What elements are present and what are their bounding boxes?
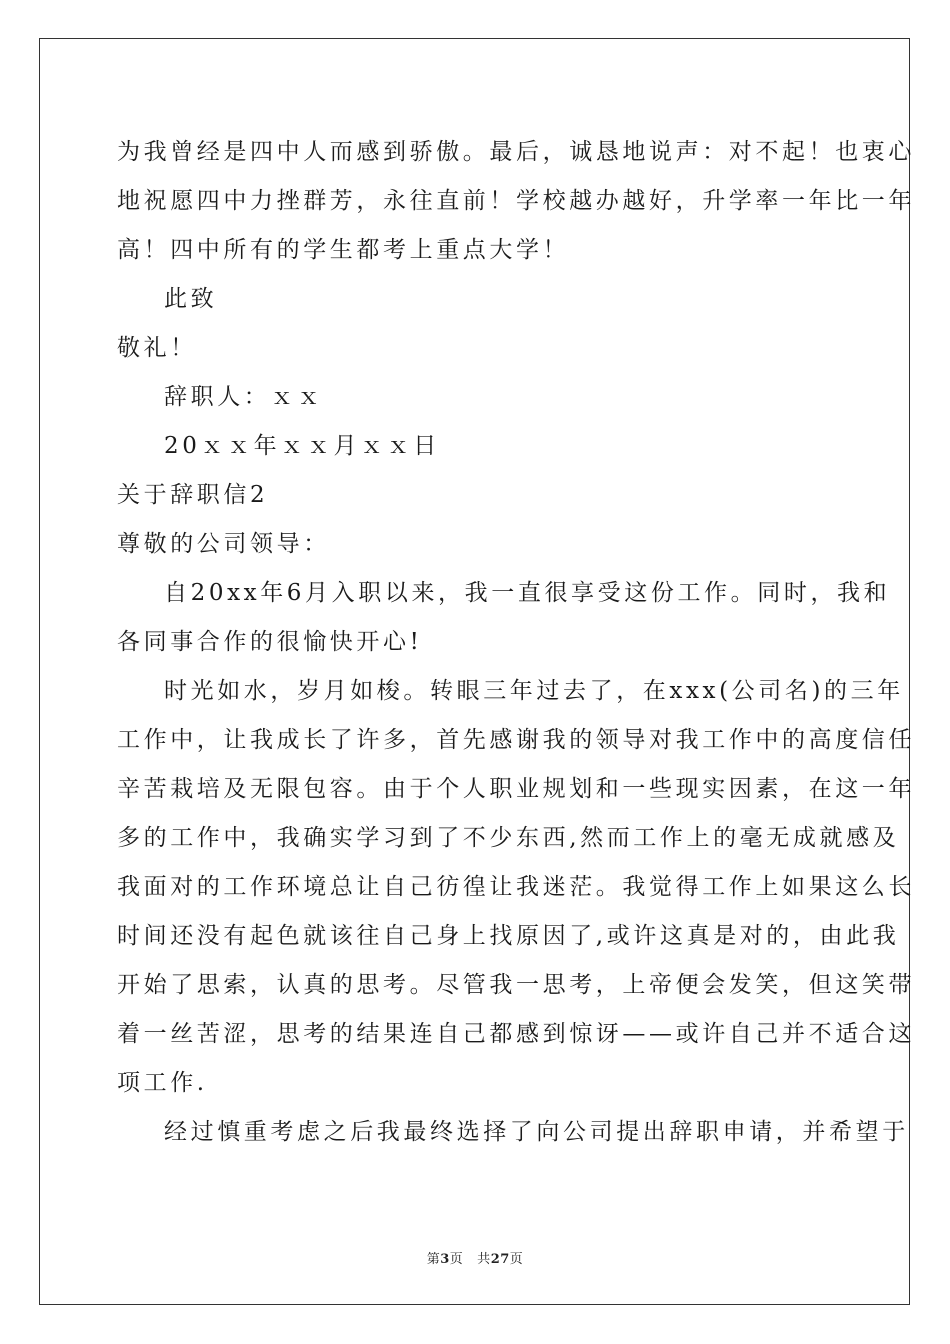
text-line: 敬礼！ <box>117 335 197 361</box>
text-line: 辞职人：ｘｘ <box>164 384 324 410</box>
page-prefix: 第 <box>426 1252 441 1267</box>
text-line: 着一丝苦涩，思考的结果连自己都感到惊讶——或许自己并不适合这 <box>117 1021 915 1047</box>
text-line: 为我曾经是四中人而感到骄傲。最后，诚恳地说声：对不起！也衷心 <box>117 139 915 165</box>
page-suffix: 页 <box>449 1252 464 1267</box>
text-line: 尊敬的公司领导： <box>117 531 330 557</box>
text-line: 开始了思索，认真的思考。尽管我一思考，上帝便会发笑，但这笑带 <box>117 972 915 998</box>
text-line: 时间还没有起色就该往自己身上找原因了,或许这真是对的，由此我 <box>117 923 900 949</box>
text-line: 关于辞职信2 <box>117 482 269 508</box>
total-pages: 27 <box>490 1252 510 1267</box>
page-number: 3 <box>440 1252 450 1267</box>
text-line: 工作中，让我成长了许多，首先感谢我的领导对我工作中的高度信任 <box>117 727 915 753</box>
text-line: 经过慎重考虑之后我最终选择了向公司提出辞职申请，并希望于 <box>164 1119 909 1145</box>
total-prefix: 共 <box>477 1252 491 1267</box>
text-line: 20ｘｘ年ｘｘ月ｘｘ日 <box>164 433 440 459</box>
document-body <box>117 128 915 1157</box>
text-line: 项工作. <box>117 1070 208 1096</box>
text-line: 各同事合作的很愉快开心! <box>117 629 423 655</box>
text-line: 多的工作中，我确实学习到了不少东西,然而工作上的毫无成就感及 <box>117 825 900 851</box>
text-line: 时光如水，岁月如梭。转眼三年过去了，在xxx(公司名)的三年 <box>164 678 904 704</box>
text-line: 辛苦栽培及无限包容。由于个人职业规划和一些现实因素，在这一年 <box>117 776 915 802</box>
text-line: 此致 <box>164 286 218 312</box>
text-line: 自20xx年6月入职以来，我一直很享受这份工作。同时，我和 <box>164 580 891 606</box>
page-footer <box>0 1248 950 1267</box>
text-line: 地祝愿四中力挫群芳，永往直前！学校越办越好，升学率一年比一年 <box>117 188 915 214</box>
text-line: 我面对的工作环境总让自己彷徨让我迷茫。我觉得工作上如果这么长 <box>117 874 915 900</box>
total-suffix: 页 <box>509 1252 524 1267</box>
text-line: 高！四中所有的学生都考上重点大学！ <box>117 237 570 263</box>
